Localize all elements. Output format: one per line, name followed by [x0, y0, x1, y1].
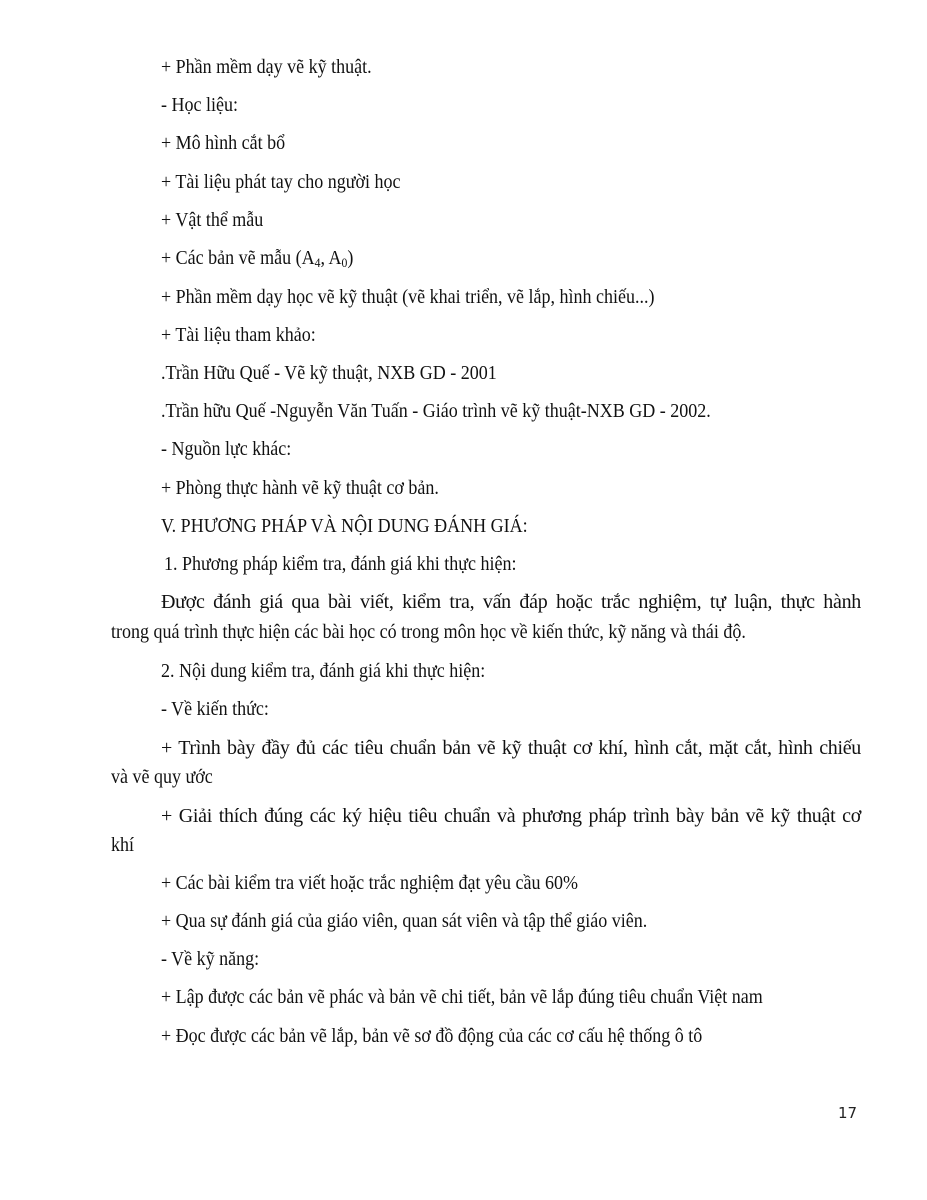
text-line: + Phần mềm dạy học vẽ kỹ thuật (vẽ khai triển, vẽ lắp, hình chiếu...): [161, 286, 655, 308]
text-line: + Phần mềm dạy vẽ kỹ thuật.: [161, 56, 372, 78]
subscript: 0: [341, 255, 348, 270]
text-line: + Các bài kiểm tra viết hoặc trắc nghiệm đạt yêu cầu 60%: [161, 872, 578, 894]
section-heading: V. PHƯƠNG PHÁP VÀ NỘI DUNG ĐÁNH GIÁ:: [161, 515, 528, 537]
paragraph-line: trong quá trình thực hiện các bài học có trong môn học về kiến thức, kỹ năng và thái độ.: [111, 621, 746, 643]
text-span: , A: [320, 247, 342, 269]
text-line: - Về kiến thức:: [161, 698, 269, 720]
text-line: - Về kỹ năng:: [161, 948, 260, 970]
paragraph-line: Được đánh giá qua bài viết, kiểm tra, vấn đáp hoặc trắc nghiệm, tự luận, thực hành: [161, 591, 861, 613]
text-span: ): [347, 247, 354, 269]
paragraph-line: khí: [111, 834, 135, 856]
subscript: 4: [314, 255, 321, 270]
reference-item: .Trần hữu Quế -Nguyễn Văn Tuấn - Giáo trình vẽ kỹ thuật-NXB GD - 2002.: [161, 400, 711, 422]
text-line: + Tài liệu phát tay cho người học: [161, 171, 401, 193]
text-line-drawing-sizes: [161, 246, 353, 270]
text-line: - Nguồn lực khác:: [161, 438, 292, 460]
text-line: + Tài liệu tham khảo:: [161, 324, 316, 346]
subsection-heading: 1. Phương pháp kiểm tra, đánh giá khi thực hiện:: [164, 553, 517, 575]
paragraph-line: + Trình bày đầy đủ các tiêu chuẩn bản vẽ kỹ thuật cơ khí, hình cắt, mặt cắt, hình chiếu: [161, 737, 861, 759]
page-number: 17: [838, 1104, 858, 1122]
paragraph-line: và vẽ quy ước: [111, 766, 213, 788]
text-line: + Mô hình cắt bổ: [161, 132, 286, 154]
text-line: + Lập được các bản vẽ phác và bản vẽ chi tiết, bản vẽ lắp đúng tiêu chuẩn Việt nam: [161, 986, 763, 1008]
subsection-heading: 2. Nội dung kiểm tra, đánh giá khi thực hiện:: [161, 660, 486, 682]
text-line: + Qua sự đánh giá của giáo viên, quan sát viên và tập thể giáo viên.: [161, 910, 648, 932]
text-line: + Phòng thực hành vẽ kỹ thuật cơ bản.: [161, 477, 439, 499]
text-line: + Đọc được các bản vẽ lắp, bản vẽ sơ đồ động của các cơ cấu hệ thống ô tô: [161, 1025, 703, 1047]
text-line: + Vật thể mẫu: [161, 209, 264, 231]
text-span: + Các bản vẽ mẫu (A: [161, 247, 315, 269]
paragraph-line: + Giải thích đúng các ký hiệu tiêu chuẩn và phương pháp trình bày bản vẽ kỹ thuật cơ: [161, 805, 861, 827]
text-line: - Học liệu:: [161, 94, 238, 116]
reference-item: .Trần Hữu Quế - Vẽ kỹ thuật, NXB GD - 2001: [161, 362, 497, 384]
